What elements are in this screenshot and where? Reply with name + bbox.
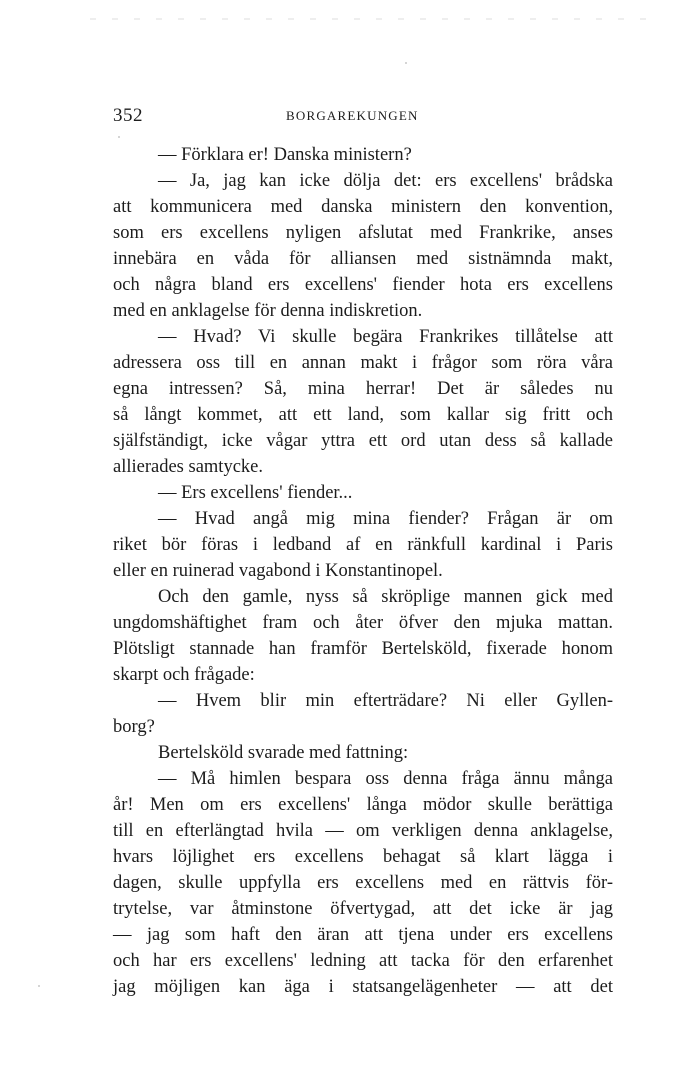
- text-line: adressera oss till en annan makt i frågor som röra våra: [113, 353, 613, 373]
- text-line: som ers excellens nyligen afslutat med Frankrike, anses: [113, 223, 613, 243]
- text-line: eller en ruinerad vagabond i Konstantinopel.: [113, 561, 443, 581]
- text-line: hvars löjlighet ers excellens behagat så klart lägga i: [113, 847, 613, 867]
- text-line: ungdomshäftighet fram och åter öfver den mjuka mattan.: [113, 613, 613, 633]
- running-title: BORGAREKUNGEN: [286, 108, 419, 123]
- text-line: — Ers excellens' fiender...: [158, 483, 353, 503]
- text-line: — Hvem blir min efterträdare? Ni eller Gyllen-: [158, 691, 613, 711]
- body-text: [113, 142, 613, 1000]
- text-line: Bertelsköld svarade med fattning:: [158, 743, 409, 763]
- text-line: trytelse, var åtminstone öfvertygad, att det icke är jag: [113, 899, 613, 919]
- text-line: dagen, skulle uppfylla ers excellens med en rättvis för-: [113, 873, 613, 893]
- text-line: skarpt och frågade:: [113, 665, 255, 685]
- scan-speck: [405, 62, 407, 64]
- text-line: — Hvad? Vi skulle begära Frankrikes tillåtelse att: [158, 327, 613, 347]
- text-line: — Hvad angå mig mina fiender? Frågan är om: [158, 509, 613, 529]
- text-line: egna intressen? Så, mina herrar! Det är således nu: [113, 379, 613, 399]
- scan-artifact-line: [90, 18, 650, 20]
- text-line: — Må himlen bespara oss denna fråga ännu många: [158, 769, 613, 789]
- text-line: — jag som haft den äran att tjena under ers excellens: [113, 925, 613, 945]
- text-line: år! Men om ers excellens' långa mödor skulle berättiga: [113, 795, 613, 815]
- text-line: — Förklara er! Danska ministern?: [158, 145, 412, 165]
- text-line: allierades samtycke.: [113, 457, 263, 477]
- text-line: och har ers excellens' ledning att tacka för den erfarenhet: [113, 951, 613, 971]
- text-line: själfständigt, icke vågar yttra ett ord utan dess så kallade: [113, 431, 613, 451]
- text-line: borg?: [113, 717, 155, 737]
- text-line: innebära en våda för alliansen med sistnämnda makt,: [113, 249, 613, 269]
- text-line: att kommunicera med danska ministern den konvention,: [113, 197, 613, 217]
- text-line: — Ja, jag kan icke dölja det: ers excellens' brådska: [158, 171, 613, 191]
- text-line: med en anklagelse för denna indiskretion.: [113, 301, 423, 321]
- text-line: till en efterlängtad hvila — om verkligen denna anklagelse,: [113, 821, 613, 841]
- text-line: riket bör föras i ledband af en ränkfull kardinal i Paris: [113, 535, 613, 555]
- text-line: Plötsligt stannade han framför Bertelsköld, fixerade honom: [113, 639, 613, 659]
- text-line: jag möjligen kan äga i statsangelägenheter — att det: [113, 977, 613, 997]
- scan-speck: [38, 985, 40, 987]
- text-line: Och den gamle, nyss så skröplige mannen gick med: [158, 587, 613, 607]
- page-number: 352: [113, 105, 143, 126]
- text-line: och några bland ers excellens' fiender hota ers excellens: [113, 275, 613, 295]
- text-line: så långt kommet, att ett land, som kallar sig fritt och: [113, 405, 613, 425]
- scan-speck: [118, 136, 120, 138]
